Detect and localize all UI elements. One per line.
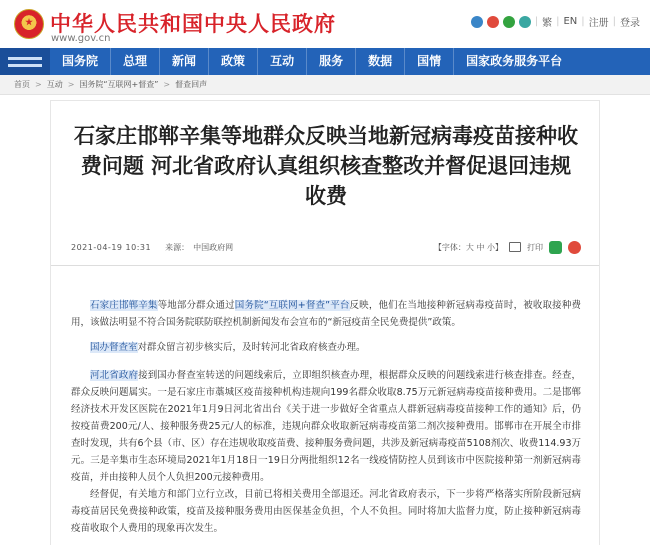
breadcrumb-home[interactable]: 首页 [14,80,30,89]
nav-item-policy[interactable]: 政策 [208,48,257,75]
article-paragraph: 石家庄邯郸辛集等地部分群众通过国务院“互联网+督查”平台反映，他们在当地接种新冠病毒疫苗时，被收取接种费用，该做法明显不符合国务院联防联控机制新闻发布会宣布的“新冠疫苗全民免费提供”政策。 [71,300,581,328]
site-header [0,0,650,48]
article-title: 石家庄邯郸辛集等地群众反映当地新冠病毒疫苗接种收费问题 河北省政府认真组织核查整改并督促退回违规收费 [74,124,578,208]
breadcrumb: 首页 > 互动 > 国务院“互联网+督查” > 督查回声 [0,75,650,95]
article-paragraph: 国办督查室对群众留言初步核实后，及时转河北省政府核查办理。 [90,342,366,353]
traditional-chinese-link[interactable]: 繁 [542,18,553,29]
breadcrumb-interaction[interactable]: 互动 [46,80,63,89]
highlight-text: 国办督查室 [90,342,138,353]
weibo-icon[interactable] [487,16,499,28]
article-tools [434,237,581,257]
nav-item-services[interactable]: 服务 [306,48,355,75]
print-icon[interactable] [509,242,521,252]
nav-item-data[interactable]: 数据 [355,48,404,75]
register-link[interactable]: 注册 [588,18,609,29]
source-label: 来源： [165,242,190,252]
font-size-control[interactable]: 【字体：大 中 小】 [433,242,503,252]
weibo-share-icon[interactable] [568,241,581,254]
site-name[interactable]: 中华人民共和国中央人民政府 [50,12,336,36]
national-emblem-icon[interactable] [14,9,44,39]
top-links: | 繁 | EN | 注册 | 登录 [471,14,640,29]
highlight-text: 国务院“互联网+督查”平台 [234,300,350,311]
nav-item-national-profile[interactable]: 国情 [404,48,453,75]
mobile-icon[interactable] [519,16,531,28]
breadcrumb-inspection-echo[interactable]: 督查回声 [175,80,208,89]
article [50,100,600,545]
app-icon[interactable] [471,16,483,28]
print-label[interactable]: 打印 [527,242,543,252]
login-link[interactable]: 登录 [620,18,640,29]
nav-item-state-council[interactable]: 国务院 [62,54,99,68]
breadcrumb-internet-plus-inspection[interactable]: 国务院“互联网+督查” [79,80,159,89]
wechat-share-icon[interactable] [549,241,562,254]
english-link[interactable]: EN [563,16,578,27]
nav-item-gov-service-platform[interactable]: 国家政务服务平台 [453,48,574,75]
nav-item-premier[interactable]: 总理 [110,48,159,75]
highlight-text: 石家庄邯郸辛集 [90,300,158,311]
site-url: www.gov.cn [51,33,111,44]
nav-item-interaction[interactable]: 互动 [257,48,306,75]
publish-date: 2021-04-19 10:31 [71,242,152,252]
article-paragraph: 河北省政府接到国办督查室转送的问题线索后，立即组织核查办理，根据群众反映的问题线索进行核查排查。经查，群众反映问题属实。一是石家庄市藁城区疫苗接种机构违规向199名群众收取8.75万元新冠病毒疫苗接种费用。二是邯郸经济技术开发区医院在2021年1月9日河北省出台《关于进一步做好全省重点人群新冠病毒疫苗接种工作的通知》后，仍按疫苗费200元/人、接种服务费25元/人的标准，违规向群众收取新冠病毒疫苗第二剂次接种费用。邯郸市在开展全市排查时发现，共有6个县（市、区）存在违规收取疫苗费、接种服务费问题，共涉及新冠病毒疫苗5108剂次、收费114.93万元。三是辛集市生态环境局2021年1月18日一19日分两批组织12名一线疫情防控人员到该市中医院接种第一剂新冠病毒疫苗，并由接种人员个人负担200元接种费用。 [71,370,581,483]
title-divider [51,265,599,266]
main-nav [0,48,650,75]
article-meta [71,237,581,257]
wechat-icon[interactable] [503,16,515,28]
nav-item-news[interactable]: 新闻 [159,48,208,75]
great-hall-icon[interactable] [0,48,50,75]
source-name: 中国政府网 [193,242,234,252]
article-paragraph: 经督促，有关地方和部门立行立改，目前已将相关费用全部退还。河北省政府表示，下一步将严格落实所阶段新冠病毒疫苗居民免费接种政策，疫苗及接种服务费用由医保基金负担，个人不负担。同时将加大监督力度，防止接种新冠病毒疫苗收取个人费用的现象再次发生。 [71,489,581,534]
highlight-text: 河北省政府 [90,370,139,381]
